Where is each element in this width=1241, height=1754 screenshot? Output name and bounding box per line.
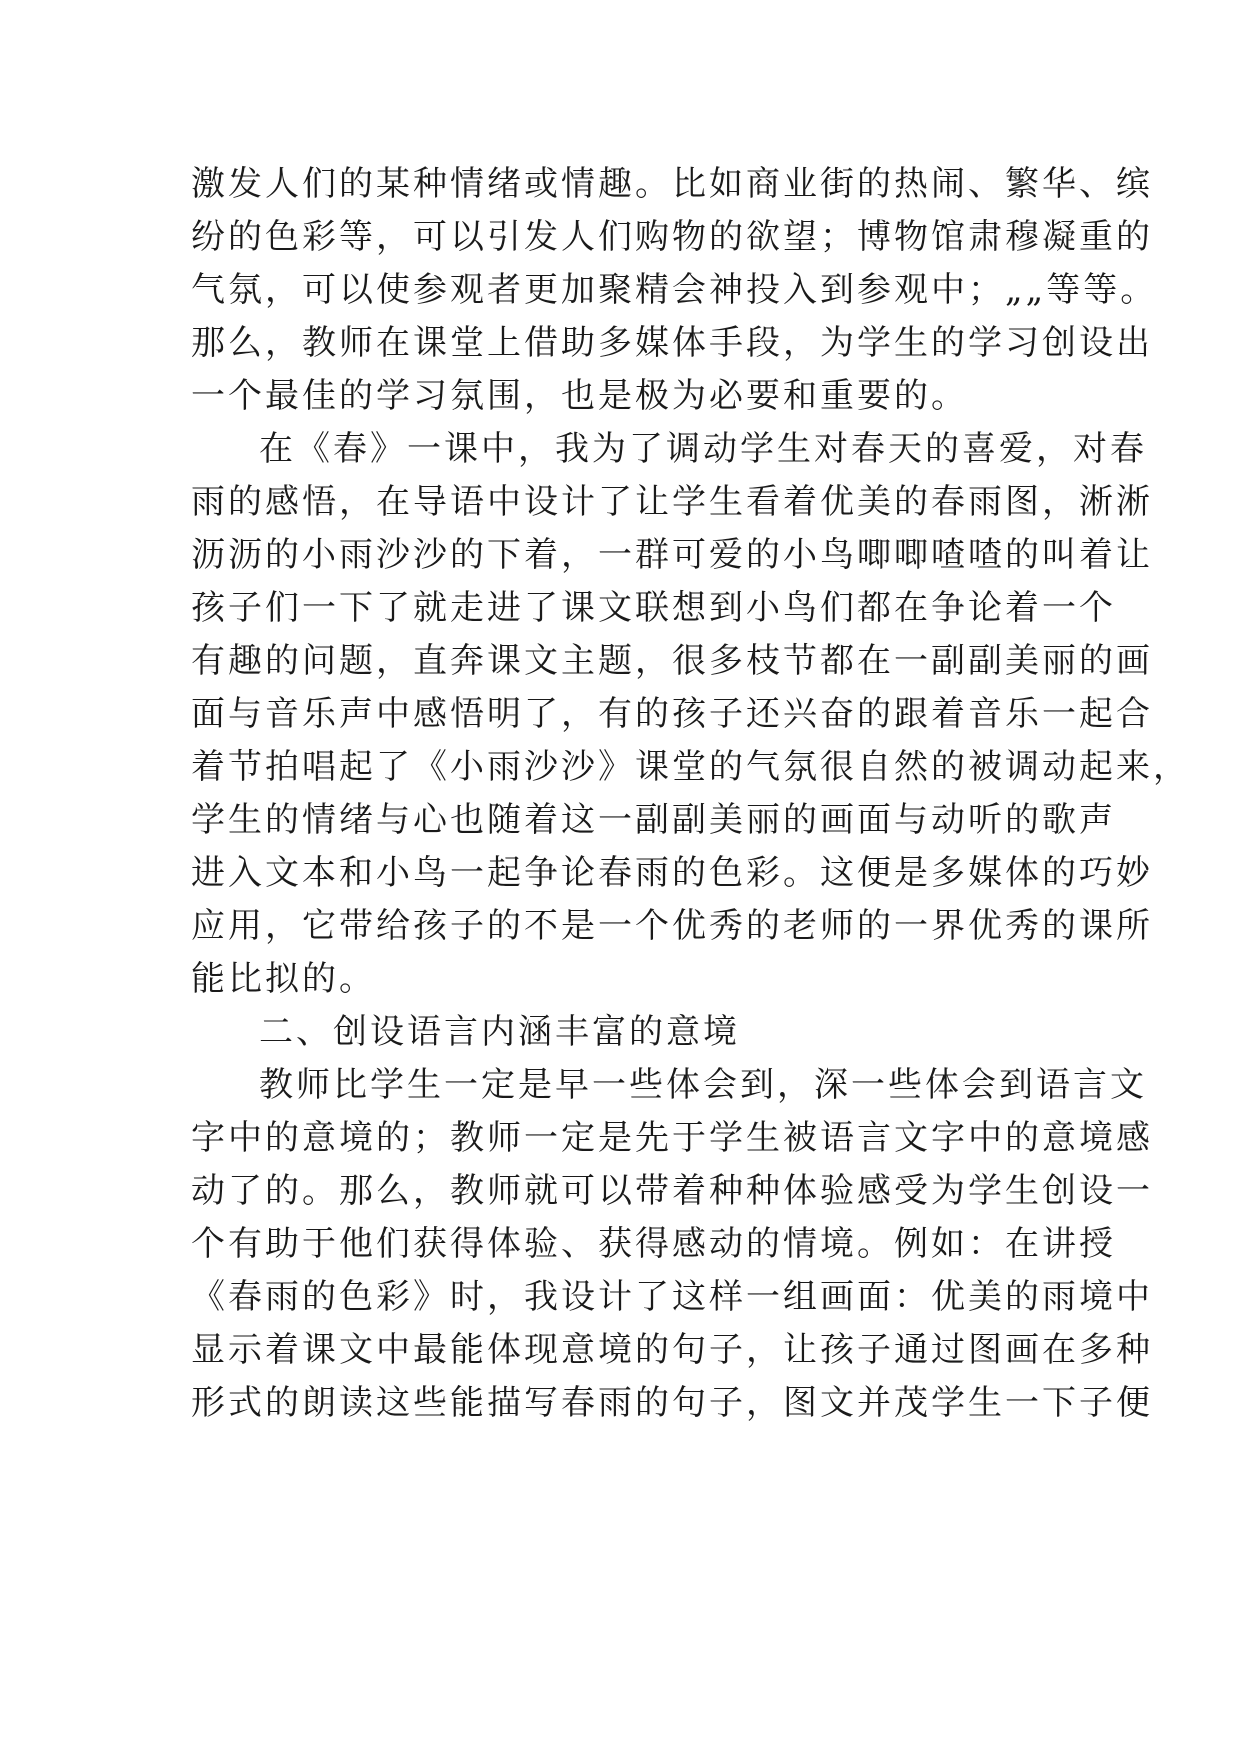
text-line: 面与音乐声中感悟明了，有的孩子还兴奋的跟着音乐一起合: [191, 694, 1153, 734]
text-line: 形式的朗读这些能描写春雨的句子，图文并茂学生一下子便: [191, 1383, 1153, 1423]
text-line: 那么，教师在课堂上借助多媒体手段，为学生的学习创设出: [191, 323, 1153, 363]
text-line: 孩子们一下了就走进了课文联想到小鸟们都在争论着一个: [191, 588, 1116, 628]
text-line: 应用，它带给孩子的不是一个优秀的老师的一界优秀的课所: [191, 906, 1153, 946]
text-line: 纷的色彩等，可以引发人们购物的欲望；博物馆肃穆凝重的: [191, 217, 1153, 257]
text-line: 有趣的问题，直奔课文主题，很多枝节都在一副副美丽的画: [191, 641, 1153, 681]
text-line: 一个最佳的学习氛围，也是极为必要和重要的。: [191, 376, 968, 416]
text-line: 动了的。那么，教师就可以带着种种体验感受为学生创设一: [191, 1171, 1153, 1211]
text-line: 气氛，可以使参观者更加聚精会神投入到参观中；„„等等。: [191, 270, 1158, 310]
text-line: 进入文本和小鸟一起争论春雨的色彩。这便是多媒体的巧妙: [191, 853, 1153, 893]
text-line: 沥沥的小雨沙沙的下着，一群可爱的小鸟唧唧喳喳的叫着让: [191, 535, 1153, 575]
text-line: 在《春》一课中，我为了调动学生对春天的喜爱，对春: [259, 429, 1147, 469]
text-line: 能比拟的。: [191, 959, 376, 999]
text-line: 激发人们的某种情绪或情趣。比如商业街的热闹、繁华、缤: [191, 164, 1153, 204]
body-text: [191, 158, 1190, 1430]
text-line: 学生的情绪与心也随着这一副副美丽的画面与动听的歌声: [191, 800, 1116, 840]
text-line: 二、创设语言内涵丰富的意境: [259, 1012, 740, 1052]
text-line: 教师比学生一定是早一些体会到，深一些体会到语言文: [259, 1065, 1147, 1105]
text-line: 《春雨的色彩》时，我设计了这样一组画面：优美的雨境中: [191, 1277, 1153, 1317]
text-line: 个有助于他们获得体验、获得感动的情境。例如：在讲授: [191, 1224, 1116, 1264]
text-line: 显示着课文中最能体现意境的句子，让孩子通过图画在多种: [191, 1330, 1153, 1370]
text-line: 着节拍唱起了《小雨沙沙》课堂的气氛很自然的被调动起来，: [191, 747, 1190, 787]
text-line: 字中的意境的；教师一定是先于学生被语言文字中的意境感: [191, 1118, 1153, 1158]
text-line: 雨的感悟，在导语中设计了让学生看着优美的春雨图，淅淅: [191, 482, 1153, 522]
